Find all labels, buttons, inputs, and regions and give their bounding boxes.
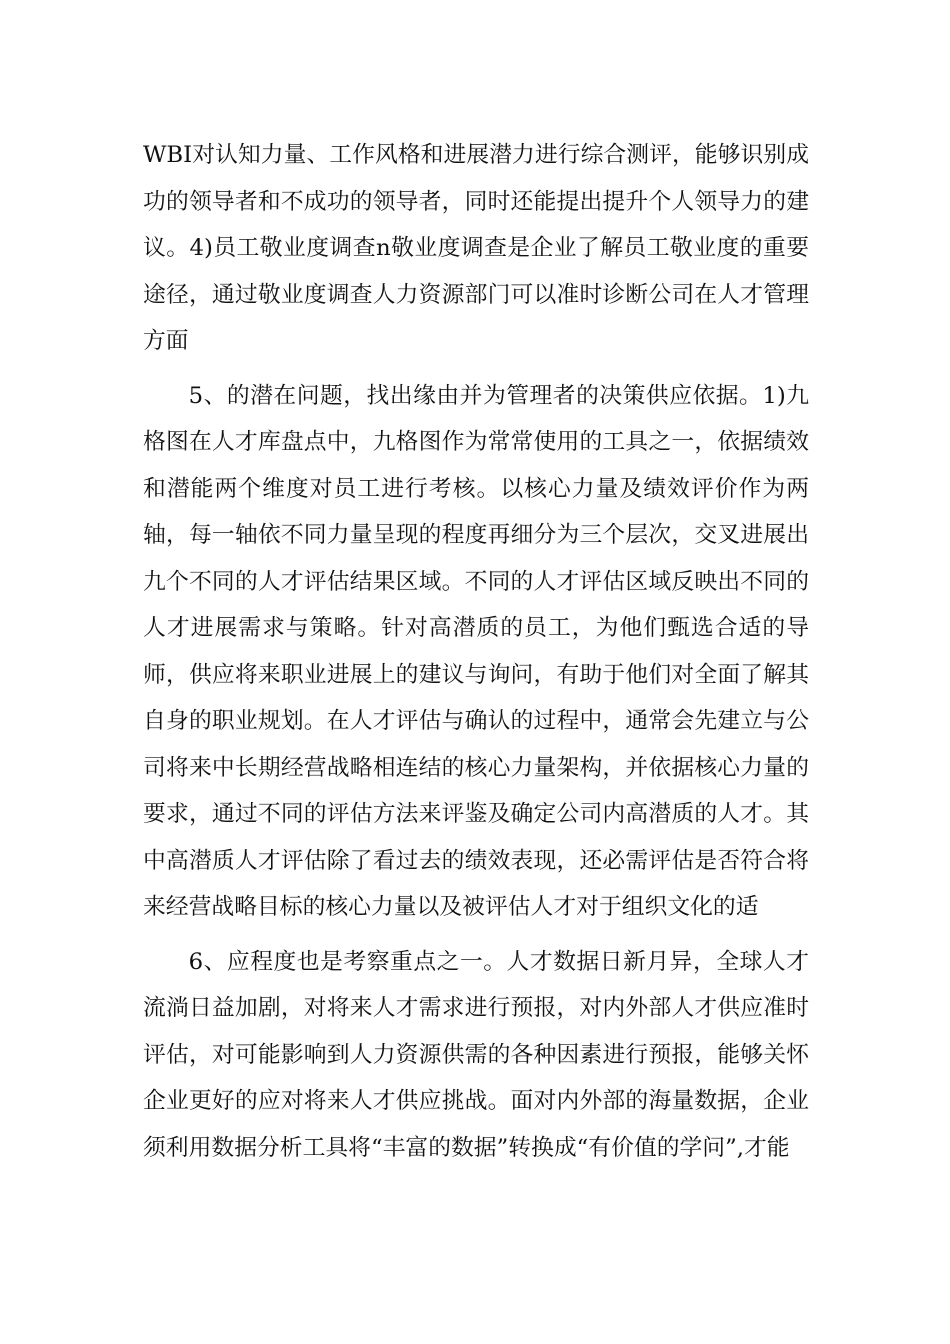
paragraph-2: 5、的潜在问题，找出缘由并为管理者的决策供应依据。1)九格图在人才库盘点中，九格图作为常常使用的工具之一，依据绩效和潜能两个维度对员工进行考核。以核心力量及绩效评价作为两轴，每一轴依不同力量呈现的程度再细分为三个层次，交叉进展出九个不同的人才评估结果区域。不同的人才评估区域反映出不同的人才进展需求与策略。针对高潜质的员工，为他们甄选合适的导师，供应将来职业进展上的建议与询问，有助于他们对全面了解其自身的职业规划。在人才评估与确认的过程中，通常会先建立与公司将来中长期经营战略相连结的核心力量架构，并依据核心力量的要求，通过不同的评估方法来评鉴及确定公司内高潜质的人才。其中高潜质人才评估除了看过去的绩效表现，还必需评估是否符合将来经营战略目标的核心力量以及被评估人才对于组织文化的适 bbox=[143, 382, 809, 920]
document-page bbox=[143, 132, 809, 1171]
paragraph-3: 6、应程度也是考察重点之一。人才数据日新月异，全球人才流淌日益加剧，对将来人才需求进行预报，对内外部人才供应准时评估，对可能影响到人力资源供需的各种因素进行预报，能够关怀企业更好的应对将来人才供应挑战。面对内外部的海量数据，企业须利用数据分析工具将“丰富的数据”转换成“有价值的学问”,才能 bbox=[143, 948, 809, 1161]
paragraph-1: WBI对认知力量、工作风格和进展潜力进行综合测评，能够识别成功的领导者和不成功的领导者，同时还能提出提升个人领导力的建议。4)员工敬业度调查n敬业度调查是企业了解员工敬业度的重要途径，通过敬业度调查人力资源部门可以准时诊断公司在人才管理方面 bbox=[143, 142, 809, 354]
